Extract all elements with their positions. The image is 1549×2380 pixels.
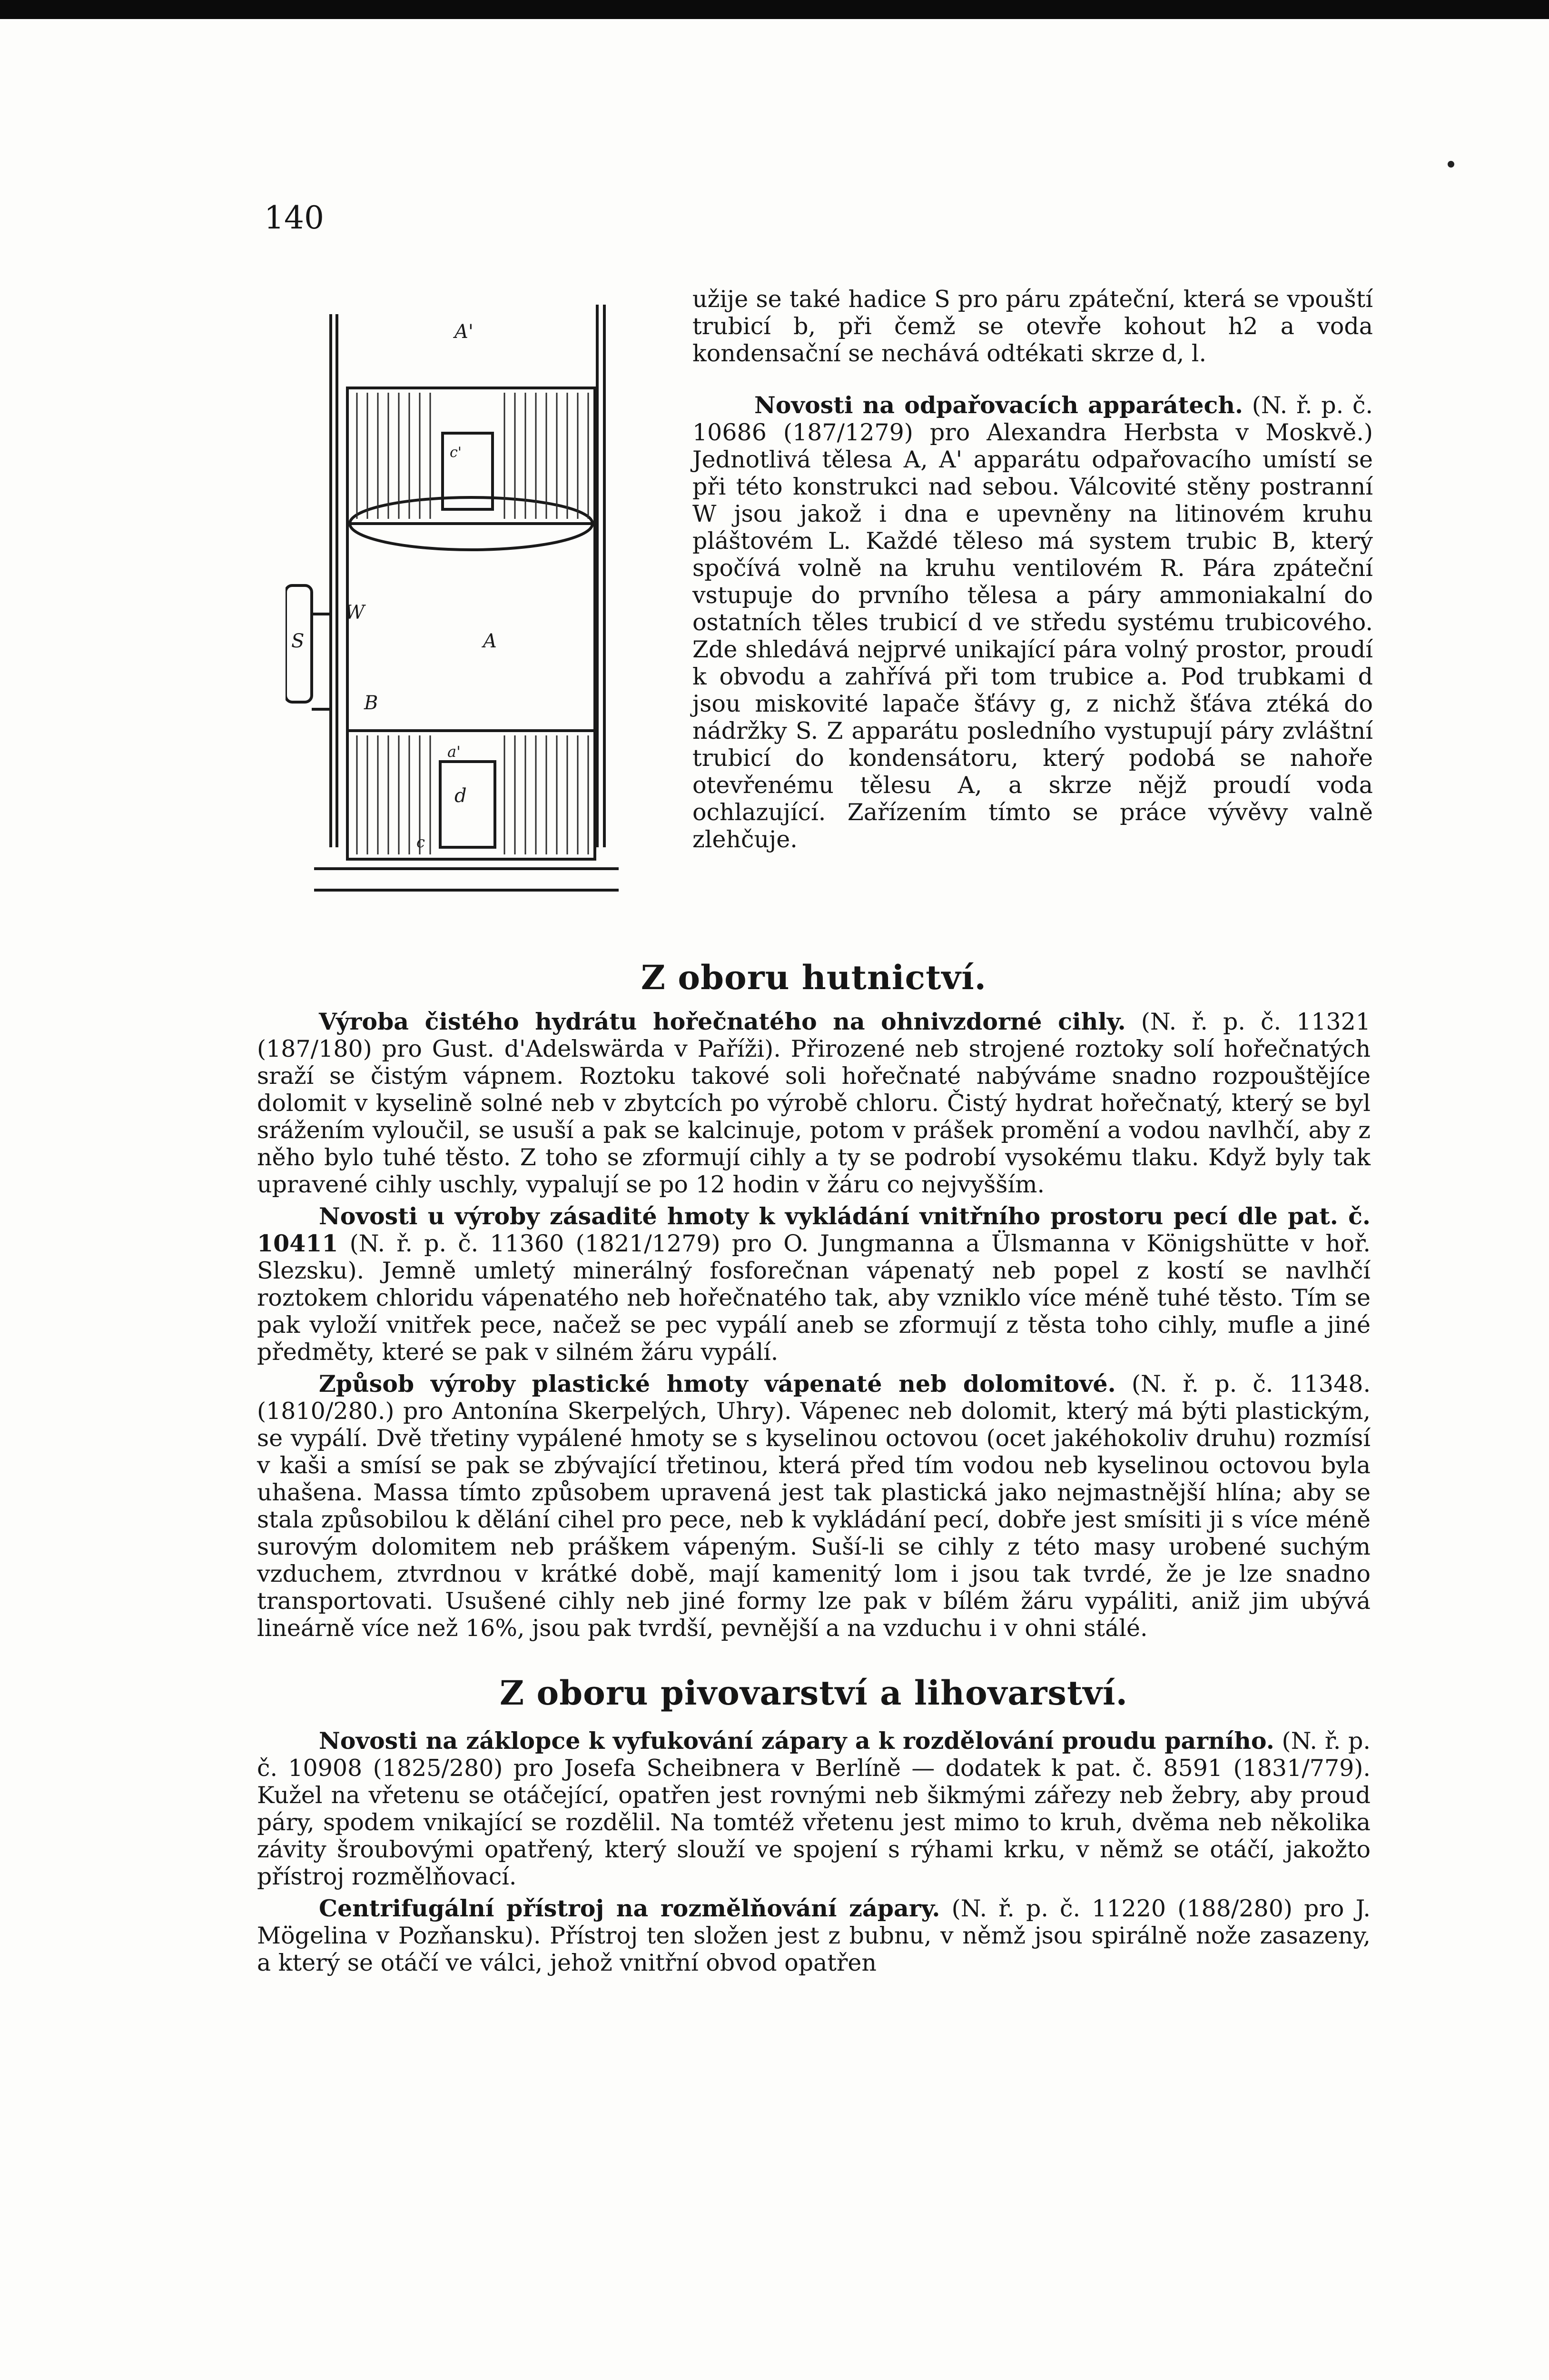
figure-label: a' bbox=[447, 743, 461, 761]
section-heading-brewing: Z oboru pivovarství a lihovarství. bbox=[500, 1673, 1128, 1713]
article-title: Centrifugální přístroj na rozmělňování zápary. bbox=[319, 1894, 940, 1922]
article-body: (N. ř. p. č. 11220 (188/280) pro J. Mögelina v Pozňansku). Přístroj ten složen jest z bubnu, v němž jsou spirálně nože zasazeny, a který se otáčí ve válci, jehož vnitřní obvod opatřen bbox=[257, 1895, 1371, 1976]
figure-label: A' bbox=[454, 321, 474, 343]
section-heading-metallurgy: Z oboru hutnictví. bbox=[641, 958, 987, 997]
article-body: (N. ř. p. č. 11348. (1810/280.) pro Antonína Skerpelých, Uhry). Vápenec neb dolomit, který má býti plastickým, se vypálí. Dvě třetiny vypálené hmoty se s kyselinou octovou (ocet jakéhokoliv druhu) rozmísí v kaši a smísí se pak se zbývající třetinou, která před tím vodou neb kyselinou octovou byla uhašena. Massa tímto způsobem upravená jest tak plastická jako nejmastnější hlína; aby se stala způsobilou k dělání cihel pro pece, neb k vykládání pecí, dobře jest smísiti ji s více méně surovým dolomitem neb práškem vápeným. Suší-li se cihly z této masy urobené suchým vzduchem, ztvrdnou v krátké době, mají kamenitý lom i jsou tak tvrdé, že je lze snadno transportovati. Usušené cihly neb jiné formy lze pak v bílém žáru vypáliti, aniž jim ubývá lineárně více než 16%, jsou pak tvrdší, pevnější a na vzduchu i v ohni stálé. bbox=[257, 1370, 1371, 1642]
figure-label: B bbox=[364, 692, 378, 714]
article-title: Novosti na záklopce k vyfukování zápary a k rozdělování proudu parního. bbox=[319, 1727, 1274, 1755]
article-title: Způsob výroby plastické hmoty vápenaté neb dolomitové. bbox=[319, 1370, 1116, 1398]
figure-label: d bbox=[454, 785, 467, 807]
figure-label: c bbox=[416, 833, 425, 851]
article-body: (N. ř. p. č. 11321 (187/180) pro Gust. d'Adelswärda v Paříži). Přirozené neb strojené roztoky solí hořečnatých sraží se čistým vápnem. Roztoku takové soli hořečnaté nabýváme snadno rozpouštějíce dolomit v kyselině solné neb v zbytcích po výrobě chloru. Čistý hydrat hořečnatý, který se byl srážením vyloučil, se usuší a pak se kalcinuje, potom v prášek promění a vodou navlhčí, aby z něho bylo tuhé těsto. Z toho se zformují cihly a ty se podrobí vysokému tlaku. Když byly tak upravené cihly uschly, vypalují se po 12 hodin v žáru co nejvyšším. bbox=[257, 1008, 1371, 1198]
article-mash-valve bbox=[257, 1727, 1371, 1890]
article-plastic-lime-mass bbox=[257, 1370, 1371, 1642]
main-column bbox=[257, 942, 1371, 1976]
figure-label: A bbox=[483, 630, 497, 652]
page-number: 140 bbox=[264, 199, 324, 236]
article-title: Novosti u výroby zásadité hmoty k vykládání vnitřního prostoru pecí dle pat. č. 10411 bbox=[257, 1202, 1371, 1257]
intro-paragraph: užije se také hadice S pro páru zpáteční, která se vpouští trubicí b, při čemž se otevře kohout h2 a voda kondensační se nechává odtékati skrze d, l. bbox=[692, 286, 1373, 367]
article-furnace-lining bbox=[257, 1203, 1371, 1366]
scan-border bbox=[0, 0, 1549, 19]
article-body: (N. ř. p. č. 11360 (1821/1279) pro O. Jungmanna a Ülsmanna v Königshütte v hoř. Slezsku). Jemně umletý minerálný fosforečnan vápenatý neb popel z kostí se navlhčí roztokem chloridu vápenatého neb hořečnatého tak, aby vzniklo více méně tuhé těsto. Tím se pak vyloží vnitřek pece, načež se pec vypálí aneb se zformují z těsta toho cihly, mufle a jiné předměty, které se pak v silném žáru vypálí. bbox=[257, 1230, 1371, 1366]
evaporator-apparatus-figure bbox=[286, 286, 642, 904]
scan-dot bbox=[1448, 161, 1454, 168]
figure-label: c' bbox=[450, 444, 462, 461]
article-centrifugal-device bbox=[257, 1895, 1371, 1976]
figure-side-column bbox=[692, 286, 1373, 853]
article-body: (N. ř. p. č. 10908 (1825/280) pro Josefa Scheibnera v Berlíně — dodatek k pat. č. 8591 (1831/779). Kužel na vřetenu se otáčející, opatřen jest rovnými neb šikmými zářezy neb žebry, aby proud páry, spodem vnikající se rozdělil. Na tomtéž vřetenu jest mimo to kruh, dvěma neb několika závity šroubovými opatřený, který slouží ve spojení s rýhami krku, v němž se otáčí, jakožto přístroj rozmělňovací. bbox=[257, 1727, 1371, 1890]
article-title: Novosti na odpařovacích apparátech. bbox=[754, 391, 1243, 419]
article-magnesium-hydrate bbox=[257, 1008, 1371, 1198]
figure-label: W bbox=[345, 602, 365, 624]
article-body: (N. ř. p. č. 10686 (187/1279) pro Alexandra Herbsta v Moskvě.) Jednotlivá tělesa A, A' apparátu odpařovacího umístí se při této konstrukci nad sebou. Válcovité stěny postranní W jsou jakož i dna e upevněny na litinovém kruhu pláštovém L. Každé těleso má system trubic B, který spočívá volně na kruhu ventilovém R. Pára zpáteční vstupuje do prvního tělesa a páry ammoniakalní do ostatních těles trubicí d ve středu systému trubicového. Zde shledává nejprvé unikající pára volný prostor, proudí k obvodu a zahřívá při tom trubice a. Pod trubkami d jsou miskovité lapače šťávy g, z nichž šťáva ztéká do nádržky S. Z apparátu posledního vystupují páry zvláštní trubicí do kondensátoru, který podobá se nahoře otevřenému tělesu A, a skrze nějž proudí voda ochlazující. Zařízením tímto se práce vývěvy valně zlehčuje. bbox=[692, 392, 1373, 853]
figure-label: S bbox=[291, 630, 305, 652]
evaporator-article bbox=[692, 392, 1373, 853]
article-title: Výroba čistého hydrátu hořečnatého na ohnivzdorné cihly. bbox=[319, 1008, 1126, 1035]
